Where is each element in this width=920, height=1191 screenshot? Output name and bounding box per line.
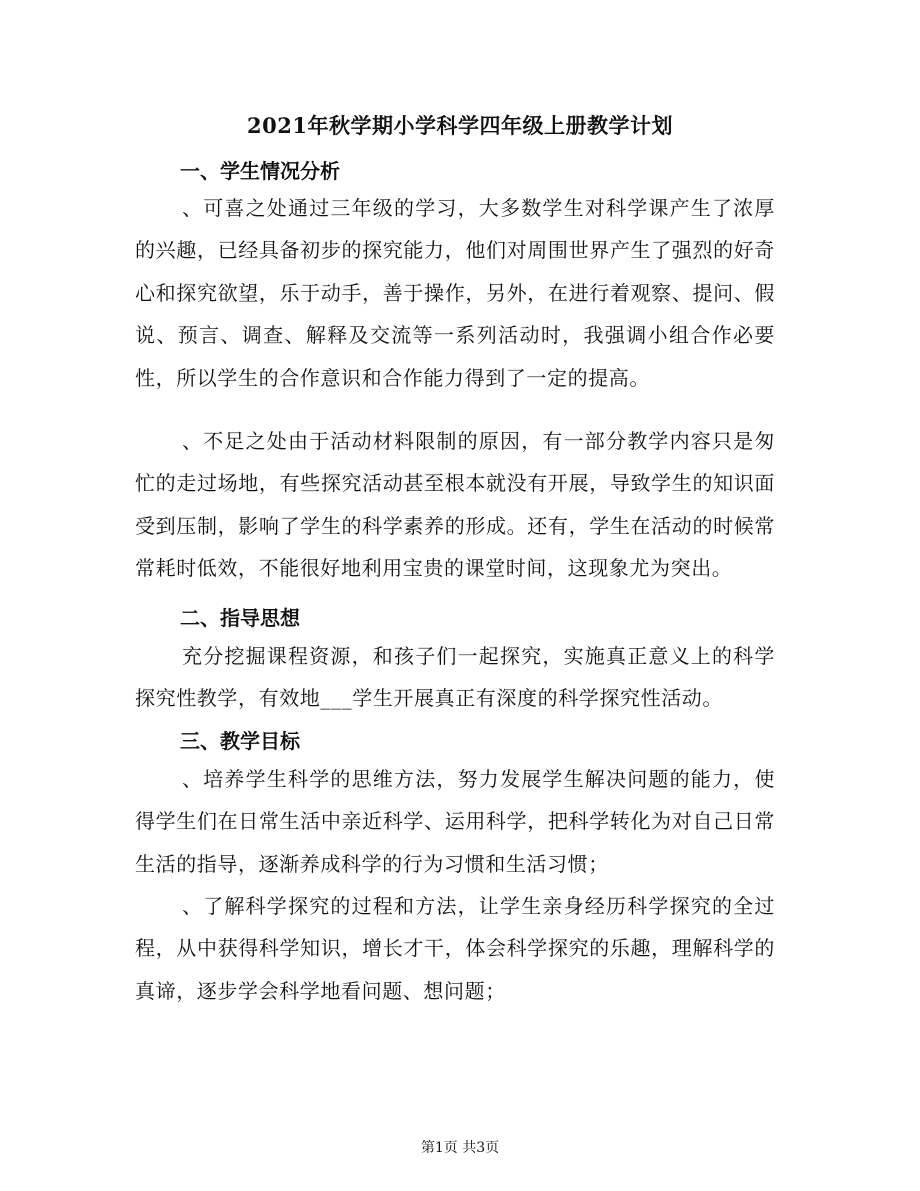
- section-heading-student-analysis: 一、学生情况分析: [180, 159, 340, 183]
- paragraph-strengths: 、可喜之处通过三年级的学习，大多数学生对科学课产生了浓厚的兴趣，已经具备初步的探究能力，他们对周围世界产生了强烈的好奇心和探究欲望，乐于动手，善于操作，另外，在进行着观察、提问、假说、预言、调查、解释及交流等一系列活动时，我强调小组合作必要性，所以学生的合作意识和合作能力得到了一定的提高。: [135, 196, 775, 390]
- paragraph-goal-thinking: 、培养学生科学的思维方法，努力发展学生解决问题的能力，使得学生们在日常生活中亲近科学、运用科学，把科学转化为对自己日常生活的指导，逐渐养成科学的行为习惯和生活习惯；: [135, 767, 775, 876]
- section-heading-guiding-ideas: 二、指导思想: [180, 606, 300, 630]
- section-heading-teaching-goals: 三、教学目标: [180, 729, 300, 753]
- document-title: 2021年秋学期小学科学四年级上册教学计划: [247, 113, 673, 138]
- paragraph-goal-inquiry: 、了解科学探究的过程和方法，让学生亲身经历科学探究的全过程，从中获得科学知识，增长才干，体会科学探究的乐趣，理解科学的真谛，逐步学会科学地看问题、想问题；: [135, 894, 775, 1003]
- paragraph-guiding-ideas: 充分挖掘课程资源，和孩子们一起探究，实施真正意义上的科学探究性教学，有效地___学生开展真正有深度的科学探究性活动。: [135, 644, 775, 711]
- paragraph-weaknesses: 、不足之处由于活动材料限制的原因，有一部分教学内容只是匆忙的走过场地，有些探究活动甚至根本就没有开展，导致学生的知识面受到压制，影响了学生的科学素养的形成。还有，学生在活动的时候常常耗时低效，不能很好地利用宝贵的课堂时间，这现象尤为突出。: [135, 429, 775, 581]
- page-number-footer: 第1页 共3页: [420, 1140, 500, 1156]
